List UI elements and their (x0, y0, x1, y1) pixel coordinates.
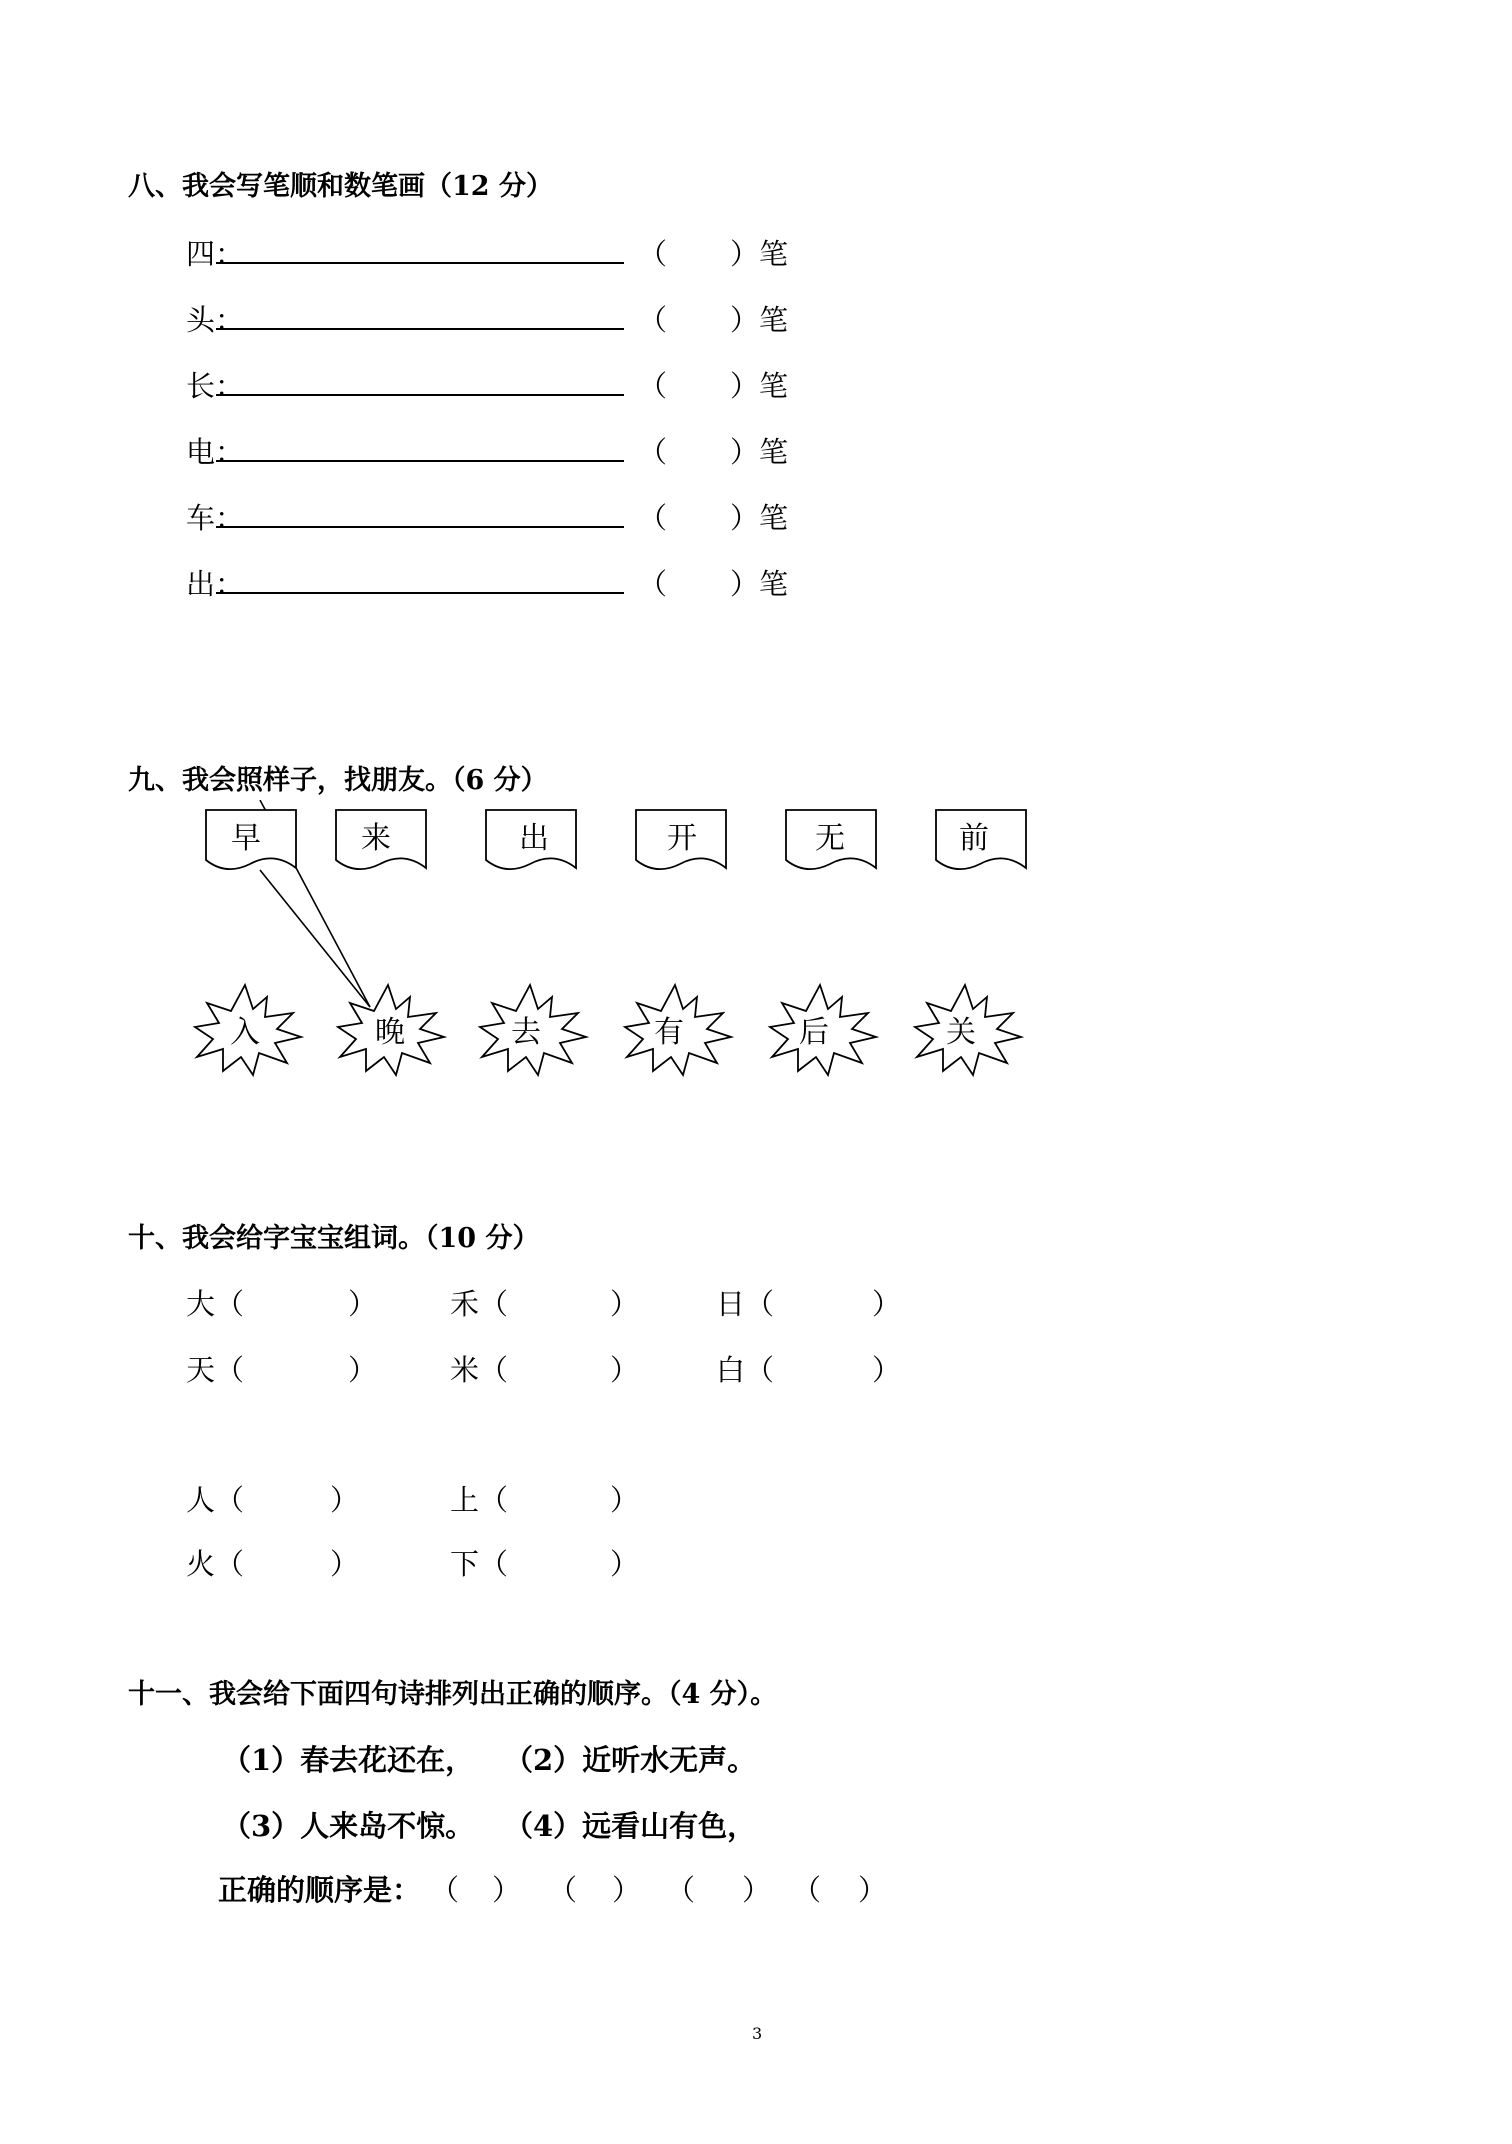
stroke-count-open: （ (638, 435, 668, 469)
starburst-card[interactable] (625, 985, 731, 1075)
paren-close: ） (872, 1353, 902, 1387)
stroke-order-blank[interactable] (216, 394, 624, 396)
order-paren-close: ） (612, 1873, 642, 1907)
matching-diagram (180, 800, 1060, 1090)
paren-close: ） (330, 1483, 360, 1517)
flag-card[interactable] (786, 810, 876, 869)
starburst-card[interactable] (480, 985, 586, 1075)
row-char: 电： (186, 435, 245, 469)
paren-close: ） (348, 1353, 378, 1387)
row-char: 长： (186, 369, 245, 403)
stroke-count-close: ）笔 (730, 237, 789, 271)
flag-char: 来 (361, 821, 391, 856)
row-char: 四： (186, 237, 245, 271)
star-char: 去 (511, 1015, 541, 1050)
order-paren-close: ） (858, 1873, 888, 1907)
char-paren-open: 下（ (450, 1547, 509, 1581)
flag-char: 开 (667, 821, 697, 856)
char-paren-open: 禾（ (450, 1287, 509, 1321)
star-char: 入 (230, 1015, 260, 1050)
char-paren-open: 天（ (186, 1353, 245, 1387)
stroke-count-open: （ (638, 567, 668, 601)
order-label: 正确的顺序是： (218, 1873, 422, 1907)
paren-close: ） (610, 1547, 640, 1581)
order-paren-open[interactable]: （ (548, 1873, 578, 1907)
stroke-order-blank[interactable] (216, 262, 624, 264)
starburst-card[interactable] (338, 985, 444, 1075)
section-9-title: 九、我会照样子，找朋友。（6 分） (128, 765, 548, 796)
stroke-count-open: （ (638, 369, 668, 403)
section-10-title: 十、我会给字宝宝组词。（10 分） (128, 1223, 540, 1254)
char-paren-open: 日（ (716, 1287, 775, 1321)
flag-card[interactable] (206, 810, 296, 869)
char-paren-open: 白（ (716, 1353, 775, 1387)
char-paren-open: 上（ (450, 1483, 509, 1517)
stroke-count-open: （ (638, 303, 668, 337)
char-paren-open: 米（ (450, 1353, 509, 1387)
row-char: 车： (186, 501, 245, 535)
section-11-title: 十一、我会给下面四句诗排列出正确的顺序。（4 分）。 (128, 1679, 778, 1710)
star-char: 有 (654, 1015, 684, 1050)
flag-char: 出 (519, 821, 549, 856)
paren-close: ） (610, 1353, 640, 1387)
starburst-card[interactable] (195, 985, 301, 1075)
char-paren-open: 人（ (186, 1483, 245, 1517)
poem-line-3: （3）人来岛不惊。 (222, 1809, 475, 1843)
stroke-order-blank[interactable] (216, 592, 624, 594)
flag-card[interactable] (486, 810, 576, 869)
star-char: 晚 (375, 1015, 405, 1050)
order-paren-close: ） (742, 1873, 772, 1907)
paren-close: ） (610, 1483, 640, 1517)
stroke-order-blank[interactable] (216, 328, 624, 330)
flag-char: 早 (231, 821, 261, 856)
star-char: 后 (799, 1015, 829, 1050)
poem-line-1: （1）春去花还在， (222, 1743, 475, 1777)
stroke-count-close: ）笔 (730, 567, 789, 601)
paren-close: ） (330, 1547, 360, 1581)
poem-line-4: （4）远看山有色， (504, 1809, 757, 1843)
char-paren-open: 火（ (186, 1547, 245, 1581)
stroke-count-close: ）笔 (730, 501, 789, 535)
order-paren-close: ） (492, 1873, 522, 1907)
order-paren-open[interactable]: （ (430, 1873, 460, 1907)
paren-close: ） (610, 1287, 640, 1321)
char-paren-open: 大（ (186, 1287, 245, 1321)
flag-char: 前 (959, 821, 989, 856)
flag-card[interactable] (936, 810, 1026, 869)
paren-close: ） (348, 1287, 378, 1321)
page-number: 3 (752, 2024, 763, 2043)
stroke-count-open: （ (638, 501, 668, 535)
starburst-card[interactable] (770, 985, 876, 1075)
order-paren-open[interactable]: （ (666, 1873, 696, 1907)
section-8-title: 八、我会写笔顺和数笔画（12 分） (128, 171, 553, 202)
starburst-card[interactable] (915, 985, 1021, 1075)
flag-card[interactable] (336, 810, 426, 869)
poem-line-2: （2）近听水无声。 (504, 1743, 757, 1777)
stroke-count-close: ）笔 (730, 369, 789, 403)
stroke-order-blank[interactable] (216, 460, 624, 462)
row-char: 出： (186, 567, 245, 601)
star-char: 关 (946, 1015, 976, 1050)
row-char: 头： (186, 303, 245, 337)
stroke-count-open: （ (638, 237, 668, 271)
flag-char: 无 (815, 821, 845, 856)
order-paren-open[interactable]: （ (792, 1873, 822, 1907)
stroke-count-close: ）笔 (730, 435, 789, 469)
flag-card[interactable] (636, 810, 726, 869)
stroke-count-close: ）笔 (730, 303, 789, 337)
paren-close: ） (872, 1287, 902, 1321)
stroke-order-blank[interactable] (216, 526, 624, 528)
